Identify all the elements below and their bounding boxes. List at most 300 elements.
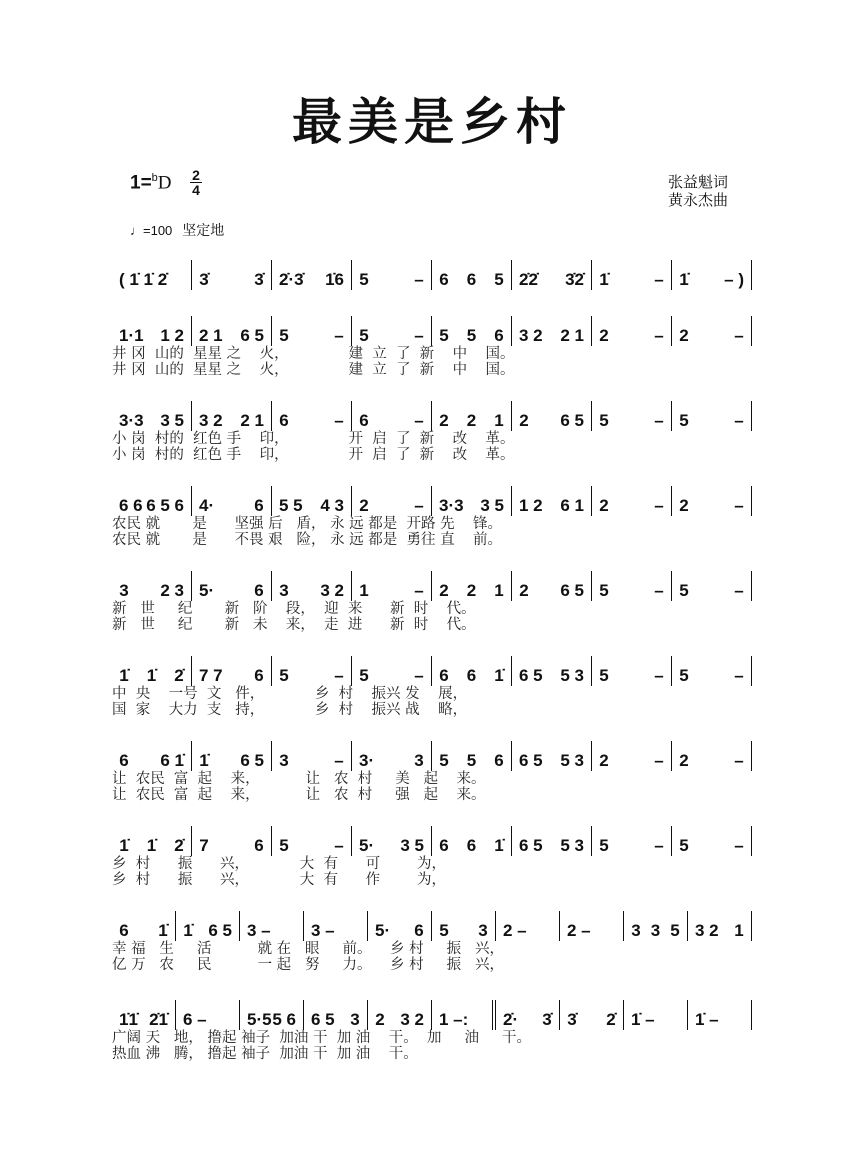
measure xyxy=(432,741,512,771)
measure xyxy=(512,316,592,346)
note: 6 xyxy=(466,270,477,289)
measure xyxy=(352,486,432,516)
note: 3 2 xyxy=(199,411,223,430)
note: – xyxy=(414,270,424,289)
measure xyxy=(432,571,512,601)
measure xyxy=(352,826,432,856)
notation-staff xyxy=(112,648,752,686)
key-signature: 1=$^b$D xyxy=(130,172,172,194)
note: – xyxy=(414,666,424,685)
measure xyxy=(112,826,192,856)
lyrics-verse: 国 家 大力 支 持， 乡 村 振兴 战 略， xyxy=(112,702,468,718)
measure xyxy=(432,911,496,941)
measure xyxy=(352,656,432,686)
note: – xyxy=(334,836,344,855)
note: 6 1̇ xyxy=(160,751,184,770)
note: 1̇ xyxy=(119,666,129,685)
measure xyxy=(192,571,272,601)
note: 2 3 xyxy=(160,581,184,600)
note: 6 xyxy=(494,326,504,345)
measure xyxy=(672,826,752,856)
note: 6 xyxy=(279,411,289,430)
note: 5 xyxy=(279,836,289,855)
measure xyxy=(432,826,512,856)
note: – xyxy=(654,326,664,345)
lyrics-verse: 井 冈 山的 星星 之 火， 建 立 了 新 中 国。 xyxy=(112,362,515,378)
note: 2 xyxy=(519,411,529,430)
note: 3 5 xyxy=(160,411,184,430)
note: 5 3 xyxy=(560,751,584,770)
note: – xyxy=(734,666,744,685)
measure xyxy=(112,1000,176,1030)
measure xyxy=(560,1000,624,1030)
note: 3 2 xyxy=(400,1010,424,1029)
note: – xyxy=(734,581,744,600)
lyrics-verse: 小 岗 村的 红色 手 印， 开 启 了 新 改 革。 xyxy=(112,431,515,447)
measure xyxy=(592,826,672,856)
note: – xyxy=(654,751,664,770)
note: 3· xyxy=(359,751,375,770)
note: 1 xyxy=(494,411,504,430)
tempo-marking: ♩=100 坚定地 xyxy=(130,222,225,238)
note: – xyxy=(414,411,424,430)
score-line xyxy=(112,992,752,1062)
measure xyxy=(432,401,512,431)
note: 1̇ xyxy=(494,666,504,685)
note: 5· xyxy=(359,836,375,855)
score-line xyxy=(112,478,752,548)
note: – xyxy=(734,411,744,430)
measure xyxy=(496,1000,560,1030)
measure xyxy=(432,316,512,346)
note: 5 xyxy=(679,581,689,600)
note: 2 xyxy=(375,1010,385,1029)
note: 1 2 xyxy=(519,496,543,515)
note: – xyxy=(414,581,424,600)
note: 6 5 xyxy=(240,326,264,345)
note: 1̇ xyxy=(599,270,609,289)
note: 6 xyxy=(466,666,477,685)
credits xyxy=(668,173,728,209)
measure xyxy=(192,741,272,771)
note: 3̇ xyxy=(254,270,264,289)
measure xyxy=(512,260,592,290)
measure xyxy=(592,571,672,601)
measure xyxy=(272,260,352,290)
note: 5 xyxy=(466,751,477,770)
note: 3 5 xyxy=(480,496,504,515)
note: – xyxy=(654,411,664,430)
lyrics-verse: 让 农民 富 起 来， 让 农 村 强 起 来。 xyxy=(112,787,486,803)
note: 3̇ xyxy=(542,1010,552,1029)
measure xyxy=(272,826,352,856)
note: 6 5 xyxy=(311,1010,335,1029)
note: 3·3 xyxy=(439,496,464,515)
note: 6 xyxy=(119,921,129,940)
note: 5 xyxy=(494,270,504,289)
lyrics-verse: 热血 沸 腾， 撸起 袖子 加油 干 加 油 干。 xyxy=(112,1046,418,1062)
note: 3 xyxy=(631,921,641,940)
lyrics-verse: 小 岗 村的 红色 手 印， 开 启 了 新 改 革。 xyxy=(112,447,515,463)
note: 7 xyxy=(199,836,209,855)
note: – xyxy=(654,581,664,600)
note: 2 xyxy=(466,411,477,430)
measure xyxy=(352,741,432,771)
measure xyxy=(352,401,432,431)
note: 5 xyxy=(439,921,449,940)
note: – xyxy=(414,326,424,345)
measure xyxy=(624,1000,688,1030)
note: 6 5 6 xyxy=(146,496,184,515)
note: 2̇· xyxy=(503,1010,519,1029)
note: 1̇ – xyxy=(631,1010,655,1029)
measure xyxy=(112,571,192,601)
note: 6 xyxy=(254,581,264,600)
note: 5·5 xyxy=(247,1010,272,1029)
song-title: 最美是乡村 xyxy=(292,92,572,151)
note: 1̇6 xyxy=(325,270,344,289)
measure xyxy=(112,316,192,346)
note: 1̇ – xyxy=(695,1010,719,1029)
measure xyxy=(272,741,352,771)
note: 6 xyxy=(439,666,449,685)
measure xyxy=(592,486,672,516)
note: 3 2 xyxy=(320,581,344,600)
measure xyxy=(368,911,432,941)
note: 6 – xyxy=(183,1010,207,1029)
note: 4 3 xyxy=(320,496,344,515)
note: 6 xyxy=(359,411,369,430)
measure xyxy=(352,316,432,346)
note: 2̇ xyxy=(174,666,184,685)
measure xyxy=(352,571,432,601)
lyrics-verse: 井 冈 山的 星星 之 火， 建 立 了 新 中 国。 xyxy=(112,346,515,362)
notation-staff xyxy=(112,252,752,290)
note: 6 5 xyxy=(519,836,543,855)
note: 3 xyxy=(650,921,661,940)
note: 2 xyxy=(599,751,609,770)
measure xyxy=(512,401,592,431)
measure xyxy=(192,826,272,856)
note: 6 xyxy=(254,666,264,685)
note: 2 xyxy=(519,581,529,600)
note: 1 2 xyxy=(160,326,184,345)
note: 1̇ xyxy=(158,921,168,940)
note: 3̇ xyxy=(567,1010,577,1029)
measure xyxy=(672,571,752,601)
note: – xyxy=(334,326,344,345)
measure xyxy=(352,260,432,290)
note: 2 – xyxy=(567,921,591,940)
note: 5 xyxy=(599,581,609,600)
note: 5 xyxy=(599,666,609,685)
note: 5 3 xyxy=(560,836,584,855)
note: 6 5 xyxy=(208,921,232,940)
measure xyxy=(512,826,592,856)
note: 6 xyxy=(466,836,477,855)
note: – xyxy=(734,751,744,770)
measure xyxy=(112,911,176,941)
measure xyxy=(688,1000,752,1030)
note: 1 xyxy=(359,581,369,600)
note: 3̇2̇ xyxy=(565,270,584,289)
measure xyxy=(272,486,352,516)
measure xyxy=(192,401,272,431)
measure xyxy=(672,401,752,431)
notation-staff xyxy=(112,308,752,346)
note: 3 xyxy=(350,1010,360,1029)
note: 1 xyxy=(494,581,504,600)
measure xyxy=(672,741,752,771)
note: – xyxy=(334,751,344,770)
score-line xyxy=(112,818,752,888)
note: 5· xyxy=(375,921,391,940)
measure xyxy=(112,401,192,431)
measure xyxy=(192,316,272,346)
note: 2 1 xyxy=(240,411,264,430)
measure xyxy=(592,656,672,686)
note: 2̇·3̇ xyxy=(279,270,304,289)
note: – xyxy=(654,270,664,289)
measure xyxy=(176,1000,240,1030)
note: 3 2 xyxy=(519,326,543,345)
measure xyxy=(592,741,672,771)
measure xyxy=(496,911,560,941)
note: 6 6 xyxy=(119,496,143,515)
score-line xyxy=(112,903,752,973)
note: 3 5 xyxy=(400,836,424,855)
lyrics-verse: 乡 村 振 兴， 大 有 作 为， xyxy=(112,872,446,888)
note: 6 1 xyxy=(560,496,584,515)
note: 3 2 xyxy=(695,921,719,940)
note: – xyxy=(654,836,664,855)
note: 1̇ xyxy=(146,836,157,855)
note: – xyxy=(654,496,664,515)
lyrics-verse: 幸 福 生 活 就 在 眼 前。 乡 村 振 兴， xyxy=(112,941,504,957)
note: 5 xyxy=(279,666,289,685)
note: 1 xyxy=(734,921,744,940)
note: 5 6 xyxy=(272,1010,296,1029)
score-line xyxy=(112,648,752,718)
note: 2 1 xyxy=(199,326,223,345)
score-line xyxy=(112,733,752,803)
note: 2̇ xyxy=(606,1010,616,1029)
note: 1̇ xyxy=(199,751,209,770)
note: ( 1̇ 1̇ 2̇ xyxy=(119,270,168,289)
measure xyxy=(304,1000,368,1030)
note: – xyxy=(414,496,424,515)
note: 5 xyxy=(359,666,369,685)
measure xyxy=(272,571,352,601)
note: 6 5 xyxy=(240,751,264,770)
note: 5 3 xyxy=(560,666,584,685)
lyrics-verse: 乡 村 振 兴， 大 有 可 为， xyxy=(112,856,446,872)
note: 5 xyxy=(679,836,689,855)
note: – xyxy=(734,836,744,855)
notation-staff xyxy=(112,563,752,601)
measure xyxy=(512,741,592,771)
measure xyxy=(432,486,512,516)
measure xyxy=(272,656,352,686)
note: 3 xyxy=(279,581,289,600)
measure xyxy=(432,656,512,686)
note: 1·1 xyxy=(119,326,144,345)
note: 6 xyxy=(414,921,424,940)
note: 6 xyxy=(439,270,449,289)
note: 5 xyxy=(359,326,369,345)
quarter-note-icon: ♩ xyxy=(130,223,143,238)
measure xyxy=(272,401,352,431)
lyrics-verse: 广阔 天 地， 撸起 袖子 加油 干 加 油 干。 加 油 干。 xyxy=(112,1030,532,1046)
note: 4· xyxy=(199,496,215,515)
measure xyxy=(592,316,672,346)
measure xyxy=(512,486,592,516)
note: – xyxy=(734,496,744,515)
measure xyxy=(624,911,688,941)
note: 2 xyxy=(599,326,609,345)
measure xyxy=(432,1000,496,1030)
score-line xyxy=(112,308,752,378)
note: 6 xyxy=(119,751,129,770)
note: 1̇ xyxy=(119,836,129,855)
notation-staff xyxy=(112,733,752,771)
note: 6 xyxy=(439,836,449,855)
expression-mark: 坚定地 xyxy=(182,222,225,238)
note: 1 –: xyxy=(439,1010,469,1029)
note: 2̇1̇ xyxy=(149,1010,168,1029)
notation-staff xyxy=(112,992,752,1030)
measure xyxy=(176,911,240,941)
note: 3 xyxy=(478,921,488,940)
note: 6 xyxy=(254,836,264,855)
note: 2 xyxy=(359,496,369,515)
note: 5 xyxy=(679,666,689,685)
score-line xyxy=(112,563,752,633)
measure xyxy=(112,486,192,516)
measure xyxy=(688,911,752,941)
lyrics-verse: 农民 就 是 不畏 艰 险， 永 远 都是 勇往 直 前。 xyxy=(112,532,503,548)
note: 3 xyxy=(279,751,289,770)
measure xyxy=(368,1000,432,1030)
note: – xyxy=(734,326,744,345)
note: 2̇ xyxy=(174,836,184,855)
measure xyxy=(560,911,624,941)
note: 1̇ xyxy=(183,921,193,940)
note: 6 xyxy=(254,496,264,515)
note: 1̇ xyxy=(494,836,504,855)
note: 1̇1̇ xyxy=(119,1010,138,1029)
measure xyxy=(192,486,272,516)
note: 5 xyxy=(599,411,609,430)
note: 5 xyxy=(279,326,289,345)
note: 2 xyxy=(679,496,689,515)
note: 1̇ xyxy=(679,270,689,289)
note: 2̇2̇ xyxy=(519,270,538,289)
note: – xyxy=(334,411,344,430)
note: 3 – xyxy=(311,921,335,940)
measure xyxy=(272,316,352,346)
lyrics-verse: 农民 就 是 坚强 后 盾， 永 远 都是 开路 先 锋。 xyxy=(112,516,503,532)
note: 2 xyxy=(439,581,449,600)
lyrics-verse: 新 世 纪 新 未 来， 走 进 新 时 代。 xyxy=(112,617,476,633)
measure xyxy=(672,486,752,516)
measure xyxy=(512,571,592,601)
measure xyxy=(672,260,752,290)
note: 2 xyxy=(599,496,609,515)
measure xyxy=(112,741,192,771)
note: 5 xyxy=(439,326,449,345)
note: 2 xyxy=(679,326,689,345)
notation-staff xyxy=(112,903,752,941)
note: 6 5 xyxy=(560,411,584,430)
note: – ) xyxy=(724,270,744,289)
note: 2 1 xyxy=(560,326,584,345)
note: 6 xyxy=(494,751,504,770)
note: 2 xyxy=(439,411,449,430)
note: 6 5 xyxy=(519,751,543,770)
note: 3·3 xyxy=(119,411,144,430)
note: – xyxy=(654,666,664,685)
note: 3 xyxy=(414,751,424,770)
measure xyxy=(672,656,752,686)
time-signature: 2 4 xyxy=(190,168,202,197)
note: 6 5 xyxy=(560,581,584,600)
note: 5 xyxy=(679,411,689,430)
measure xyxy=(304,911,368,941)
measure xyxy=(512,656,592,686)
measure xyxy=(672,316,752,346)
note: 5 xyxy=(670,921,680,940)
measure xyxy=(240,1000,304,1030)
measure xyxy=(112,656,192,686)
note: 5 xyxy=(466,326,477,345)
lyricist-credit: 张益魁词 xyxy=(668,173,729,191)
measure xyxy=(432,260,512,290)
score-line xyxy=(112,252,752,290)
measure xyxy=(592,260,672,290)
note: 5 xyxy=(359,270,369,289)
lyrics-verse: 中 央 一号 文 件， 乡 村 振兴 发 展， xyxy=(112,686,468,702)
notation-staff xyxy=(112,393,752,431)
note: 5 5 xyxy=(279,496,303,515)
measure xyxy=(592,401,672,431)
note: 3 xyxy=(119,581,129,600)
measure xyxy=(192,656,272,686)
note: – xyxy=(334,666,344,685)
measure xyxy=(240,911,304,941)
note: 7 7 xyxy=(199,666,223,685)
note: 2 xyxy=(466,581,477,600)
notation-staff xyxy=(112,478,752,516)
measure xyxy=(192,260,272,290)
note: 5 xyxy=(599,836,609,855)
note: 5· xyxy=(199,581,215,600)
note: 2 – xyxy=(503,921,527,940)
composer-credit: 黄永杰曲 xyxy=(668,191,729,209)
note: 5 xyxy=(439,751,449,770)
note: 3̇ xyxy=(199,270,209,289)
measure xyxy=(112,260,192,290)
lyrics-verse: 新 世 纪 新 阶 段， 迎 来 新 时 代。 xyxy=(112,601,476,617)
note: 3 – xyxy=(247,921,271,940)
note: 2 xyxy=(679,751,689,770)
lyrics-verse: 让 农民 富 起 来， 让 农 村 美 起 来。 xyxy=(112,771,486,787)
score-line xyxy=(112,393,752,463)
note: 6 5 xyxy=(519,666,543,685)
lyrics-verse: 亿 万 农 民 一 起 努 力。 乡 村 振 兴， xyxy=(112,957,504,973)
note: 1̇ xyxy=(146,666,157,685)
notation-staff xyxy=(112,818,752,856)
